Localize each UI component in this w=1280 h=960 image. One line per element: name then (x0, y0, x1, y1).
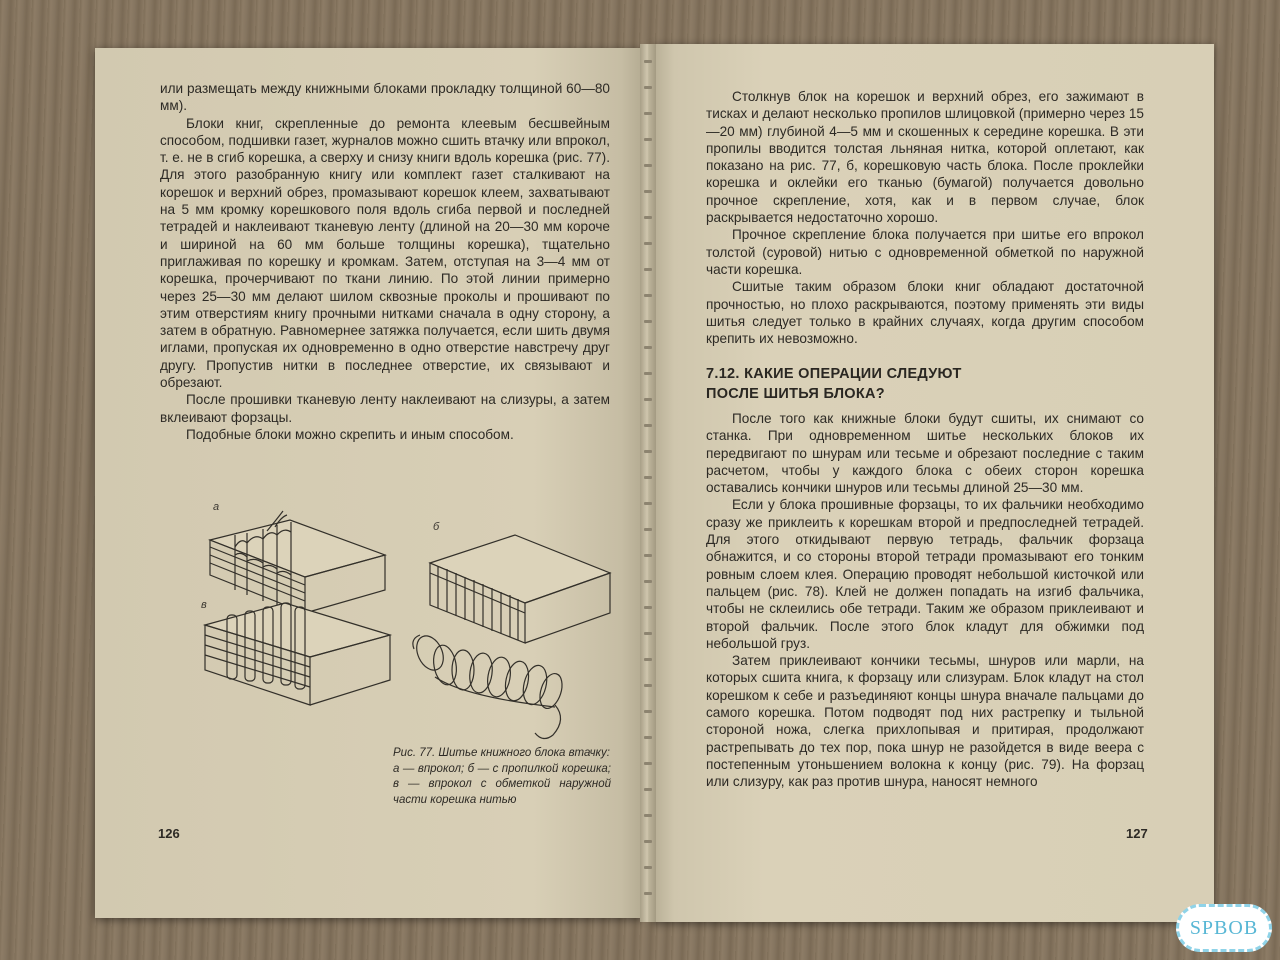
paragraph: или размещать между книжными блоками прокладку толщиной 60—80 мм). (160, 81, 610, 114)
binding-stitch (644, 164, 652, 167)
binding-stitch (644, 242, 652, 245)
binding-stitch (644, 112, 652, 115)
binding-stitch (644, 320, 652, 323)
binding-stitch (644, 60, 652, 63)
paragraph: Блоки книг, скрепленные до ремонта клеевым бесшвейным способом, подшивки газет, журналов можно сшить втачку или впрокол, т. е. не в сгиб корешка, а сверху и снизу книги вдоль корешка (рис. 77). Для этого разобранную книгу или комплект газет сталкивают на корешок и верхний обрез, промазывают корешок клеем, захватывают на 5 мм кромку корешкового поля вдоль сгиба первой и последней тетрадей и наклеивают тканевую ленту (длиной на 20—30 мм короче и шириной на 60 мм больше толщины корешка), тщательно приглаживая по корешку и кромкам. Затем, отступая на 3—4 мм от корешка, прочерчивают по ткани линию. По этой линии примерно через 25—30 мм делают шилом сквозные проколы и прошивают по этим отверстиям книгу прочными нитками сначала в одну сторону, а затем в обратную. Равномернее затяжка получается, если шить двумя иглами, пропуская их одновременно в одно отверстие навстречу друг другу. Пропустив нитки в последнее отверстие, их связывают и обрезают. (160, 115, 610, 391)
binding-stitch (644, 372, 652, 375)
book-b-illustration (430, 535, 610, 643)
binding-stitch (644, 554, 652, 557)
figure-77 (195, 495, 615, 750)
page-number-right: 127 (1126, 826, 1148, 841)
right-page-text-bottom (706, 410, 1144, 791)
binding-stitch (644, 632, 652, 635)
binding-stitch (644, 450, 652, 453)
right-page-text-top (706, 88, 1144, 347)
binding-stitch (644, 216, 652, 219)
paragraph: Если у блока прошивные форзацы, то их фальчики необходимо сразу же приклеить к корешкам второй и предпоследней тетрадей. Для этого откидывают первую тетрадь, фальчик форзаца обнажится, и со стороны второй тетради промазывают его тонким ровным слоем клея. Операцию проводят небольшой кисточкой или пальцем (рис. 78). Клей не должен попадать на изгиб фальчика, чтобы не склеились обе тетради. Таким же образом приклеивают и второй фальчик. После этого блок кладут для обжимки под небольшой груз. (706, 497, 1144, 651)
figure-label-v: в (201, 599, 207, 611)
book-a-illustration (210, 511, 385, 613)
binding-stitch (644, 190, 652, 193)
binding-stitch (644, 294, 652, 297)
binding-stitch (644, 866, 652, 869)
binding-stitch (644, 138, 652, 141)
section-heading (706, 364, 1106, 404)
paragraph: Прочное скрепление блока получается при шитье его впрокол толстой (суровой) нитью с одновременной обметкой по наружной части корешка. (706, 227, 1144, 277)
caption-title: Рис. 77. Шитье книжного блока втачку: (393, 747, 610, 759)
paragraph: После прошивки тканевую ленту наклеивают на слизуры, а затем вклеивают форзацы. (160, 392, 610, 425)
binding-stitch (644, 814, 652, 817)
binding-stitch (644, 528, 652, 531)
figure-label-a: а (213, 501, 220, 513)
paragraph: Затем приклеивают кончики тесьмы, шнуров или марли, на которых сшита книга, к форзацу или слизурам. Блок кладут на стол корешком к себе и разъединяют концы шнура вначале пальцами до самого корешка. Потом подводят под них растрепку и тыльной стороной ножа, слегка прихлопывая и притирая, продолжают растрепывать до тех пор, пока шнур не разойдется в виде веера с постепенным утоньшением волокна к концу (рис. 79). На форзац или слизуру, как раз против шнура, наносят немного (706, 653, 1144, 790)
binding-stitch (644, 684, 652, 687)
heading-line-2: ПОСЛЕ ШИТЬЯ БЛОКА? (706, 386, 885, 402)
binding-stitch (644, 606, 652, 609)
binding-stitch (644, 86, 652, 89)
book-v-illustration (205, 603, 390, 705)
paragraph: Подобные блоки можно скрепить и иным способом. (186, 426, 514, 442)
binding-stitch (644, 840, 652, 843)
stitch-braid-illustration (412, 632, 567, 739)
binding-stitch (644, 762, 652, 765)
figure-label-b: б (433, 521, 440, 533)
binding-stitch (644, 892, 652, 895)
binding-stitch (644, 346, 652, 349)
binding-stitch (644, 424, 652, 427)
figure-caption (393, 746, 611, 808)
binding-stitch (644, 398, 652, 401)
paragraph: Сшитые таким образом блоки книг обладают достаточной прочностью, но плохо раскрываются, поэтому применять эти виды шитья следует только в крайних случаях, когда другим способом крепить их невозможно. (706, 279, 1144, 347)
caption-body: а — впрокол; б — с пропилкой корешка; в — впрокол с обметкой наружной части корешка нитью (393, 762, 611, 806)
watermark-badge: SPBOB (1176, 904, 1272, 952)
page-number-left: 126 (158, 826, 180, 841)
heading-line-1: 7.12. КАКИЕ ОПЕРАЦИИ СЛЕДУЮТ (706, 366, 962, 382)
binding-stitch (644, 268, 652, 271)
binding-stitch (644, 710, 652, 713)
figure-77-illustration (195, 495, 615, 750)
left-page-text (160, 80, 610, 443)
binding-stitch (644, 476, 652, 479)
binding-stitch (644, 580, 652, 583)
paragraph: После того как книжные блоки будут сшиты, их снимают со станка. При одновременном шитье нескольких блоков их передвигают по шнурам или тесьме и обрезают последние с таким расчетом, чтобы у каждого блока с обеих сторон корешка оставались кончики шнуров или тесьмы длиной 25—30 мм. (706, 411, 1144, 496)
binding-stitch (644, 736, 652, 739)
paragraph: Столкнув блок на корешок и верхний обрез, его зажимают в тисках и делают несколько пропилов шлицовкой (примерно через 15—20 мм) глубиной 4—5 мм и скошенных к середине корешка. В эти пропилы вводится толстая льняная нитка, которой оплетают, как показано на рис. 77, б, корешковую часть блока. После проклейки корешка и оклейки его тканью (бумагой) получается довольно прочное скрепление, хотя, как и в первом случае, блок раскрывается недостаточно хорошо. (706, 89, 1144, 226)
binding-stitch (644, 788, 652, 791)
binding-stitch (644, 502, 652, 505)
binding-stitch (644, 658, 652, 661)
